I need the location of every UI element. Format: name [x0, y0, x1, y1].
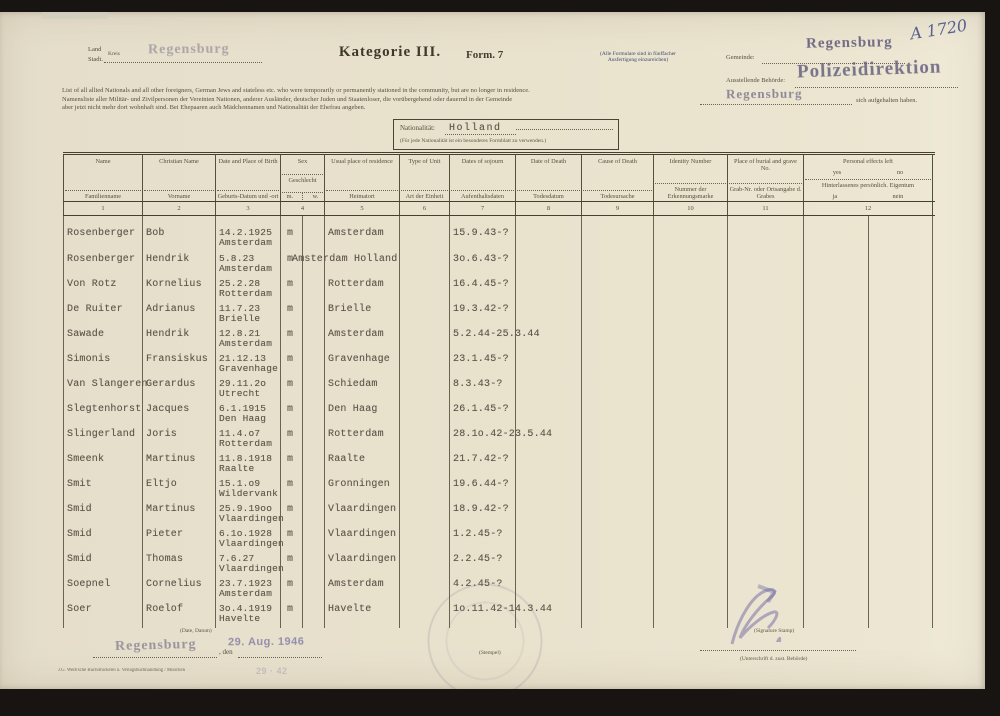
- behoerde-blank-line: [795, 86, 958, 88]
- cell-identity: [654, 503, 728, 528]
- cell-unit: [400, 503, 450, 528]
- cell-surname: Soepnel: [63, 578, 143, 603]
- cell-sojourn: 15.9.43-?: [450, 216, 516, 253]
- cell-effects-yes: [804, 303, 869, 328]
- cell-sex-w: [303, 503, 325, 528]
- cell-residence: Rotterdam: [325, 278, 400, 303]
- cell-residence: Amsterdam Holland: [325, 253, 400, 278]
- cell-burial: [728, 253, 804, 278]
- cell-death-date: [516, 303, 582, 328]
- cell-firstname: Joris: [143, 428, 216, 453]
- cell-sojourn: 1.2.45-?: [450, 528, 516, 553]
- cell-burial: [728, 328, 804, 353]
- cell-surname: Von Rotz: [63, 278, 143, 303]
- form-title: Kategorie III.: [338, 44, 442, 60]
- stempel-caption: (Stempel): [479, 650, 501, 656]
- place-stamp: Regensburg: [114, 636, 197, 655]
- cell-effects-yes: [804, 403, 869, 428]
- signature-scribble: [718, 578, 798, 656]
- cell-unit: [400, 216, 450, 253]
- copies-note: (Alle Formulare sind in fünffacher Ausfertigung einzureichen): [600, 51, 676, 63]
- cell-effects-no: [869, 478, 933, 503]
- cell-death-cause: [582, 553, 654, 578]
- cell-unit: [400, 253, 450, 278]
- effects-yes-label: yes: [832, 168, 842, 176]
- cell-sojourn: 8.3.43-?: [450, 378, 516, 403]
- cell-death-cause: [582, 428, 654, 453]
- cell-unit: [400, 478, 450, 503]
- cell-effects-no: [869, 503, 933, 528]
- cell-sojourn: 19.3.42-?: [450, 303, 516, 328]
- cell-burial: [728, 403, 804, 428]
- den-label: , den: [219, 648, 233, 656]
- cell-unit: [400, 278, 450, 303]
- cell-birth: 14.2.1925 Amsterdam: [216, 216, 281, 253]
- cell-sojourn: 5.2.44-25.3.44: [450, 328, 516, 353]
- cell-residence: Amsterdam: [325, 216, 400, 253]
- cell-death-cause: [582, 528, 654, 553]
- cell-death-date: [516, 353, 582, 378]
- cell-death-cause: [582, 353, 654, 378]
- cell-effects-no: [869, 603, 933, 628]
- cell-sex-m: m: [281, 428, 303, 453]
- cell-sex-w: [303, 428, 325, 453]
- cell-burial: [728, 303, 804, 328]
- cell-unit: [400, 353, 450, 378]
- table-row: [63, 353, 935, 378]
- cell-effects-yes: [804, 528, 869, 553]
- cell-effects-yes: [804, 553, 869, 578]
- cell-identity: [654, 478, 728, 503]
- cell-death-date: [516, 553, 582, 578]
- col-burial: Place of burial and grave No. Grab-Nr. oder Ortsangabe d. Grabes: [728, 155, 804, 201]
- cell-birth: 5.8.23 Amsterdam: [216, 253, 281, 278]
- cell-death-date: [516, 528, 582, 553]
- cell-burial: [728, 453, 804, 478]
- cell-firstname: Thomas: [143, 553, 216, 578]
- cell-identity: [654, 453, 728, 478]
- cell-residence: Raalte: [325, 453, 400, 478]
- cell-firstname: Hendrik: [143, 253, 216, 278]
- cell-sex-m: m: [281, 253, 303, 278]
- col-unit: Type of Unit Art der Einheit: [400, 155, 450, 201]
- form-number: Form. 7: [466, 49, 504, 61]
- cell-surname: Slingerland: [63, 428, 143, 453]
- table-row: [63, 403, 935, 428]
- cell-sojourn: 3o.6.43-?: [450, 253, 516, 278]
- cell-effects-no: [869, 278, 933, 303]
- scan-edge-artifact: [42, 12, 108, 19]
- cell-birth: 25.9.19oo Vlaardingen: [216, 503, 281, 528]
- cell-effects-yes: [804, 453, 869, 478]
- cell-sojourn: 18.9.42-?: [450, 503, 516, 528]
- cell-death-date: [516, 503, 582, 528]
- cell-sex-w: [303, 216, 325, 253]
- cell-surname: Van Slangeren: [63, 378, 143, 403]
- nationality-value: Holland: [445, 123, 516, 135]
- cell-effects-no: [869, 216, 933, 253]
- date-blank-line: [238, 656, 322, 658]
- col-sojourn: Dates of sojourn Aufenthaltsdaten: [450, 155, 516, 201]
- cell-birth: 6.1.1915 Den Haag: [216, 403, 281, 428]
- cell-effects-yes: [804, 478, 869, 503]
- cell-death-date: [516, 403, 582, 428]
- cell-identity: [654, 328, 728, 353]
- table-row: [63, 303, 935, 328]
- cell-birth: 21.12.13 Gravenhage: [216, 353, 281, 378]
- cell-effects-no: [869, 453, 933, 478]
- table-row: [63, 253, 935, 278]
- cell-firstname: Adrianus: [143, 303, 216, 328]
- gemeinde-label: Gemeinde:: [726, 54, 755, 61]
- table-row: [63, 378, 935, 403]
- cell-unit: [400, 578, 450, 603]
- intro-tail: sich aufgehalten haben.: [856, 97, 918, 104]
- cell-identity: [654, 303, 728, 328]
- cell-sex-m: m: [281, 403, 303, 428]
- cell-effects-yes: [804, 428, 869, 453]
- cell-effects-yes: [804, 278, 869, 303]
- cell-effects-no: [869, 303, 933, 328]
- table-row: [63, 478, 935, 503]
- cell-effects-no: [869, 528, 933, 553]
- cell-death-cause: [582, 216, 654, 253]
- cell-unit: [400, 328, 450, 353]
- cell-sojourn: 23.1.45-?: [450, 353, 516, 378]
- cell-sex-w: [303, 353, 325, 378]
- cell-identity: [654, 378, 728, 403]
- table-row: [63, 553, 935, 578]
- intro-line-de2: aber jetzt nicht mehr dort wohnhaft sind. Bei Ehepaaren auch Mädchennamen und Nationalität der Ehefrau angeben.: [62, 104, 366, 111]
- cell-sex-m: m: [281, 503, 303, 528]
- cell-birth: 15.1.o9 Wildervank: [216, 478, 281, 503]
- place-blank-line: [93, 656, 217, 658]
- cell-residence: Rotterdam: [325, 428, 400, 453]
- cell-surname: Slegtenhorst: [63, 403, 143, 428]
- nationality-note: (Für jede Nationalität ist ein besonderes Formblatt zu verwenden.): [400, 138, 547, 144]
- cell-residence: Vlaardingen: [325, 528, 400, 553]
- cell-surname: Smid: [63, 528, 143, 553]
- intro-blank-line: [700, 103, 852, 105]
- cell-sojourn: 4.2.45-?: [450, 578, 516, 603]
- signature-line: [700, 649, 856, 651]
- cell-birth: 25.2.28 Rotterdam: [216, 278, 281, 303]
- cell-sex-m: m: [281, 328, 303, 353]
- cell-surname: Smit: [63, 478, 143, 503]
- cell-firstname: Roelof: [143, 603, 216, 628]
- land-stamp: Regensburg: [147, 41, 230, 58]
- column-numbers: 1 2 3 4 5 6 7 8 9 10 11 12: [63, 202, 935, 216]
- cell-death-date: [516, 328, 582, 353]
- cell-birth: 12.8.21 Amsterdam: [216, 328, 281, 353]
- cell-sojourn: 16.4.45-?: [450, 278, 516, 303]
- col-name: Name Familienname: [63, 155, 143, 201]
- cell-residence: Vlaardingen: [325, 553, 400, 578]
- cell-sojourn: 1o.11.42-14.3.44: [450, 603, 516, 628]
- cell-sex-m: m: [281, 378, 303, 403]
- cell-residence: Gravenhage: [325, 353, 400, 378]
- cell-firstname: Cornelius: [143, 578, 216, 603]
- signature-caption-de: (Unterschrift d. zust. Behörde): [740, 656, 808, 662]
- cell-identity: [654, 403, 728, 428]
- behoerde-label: Ausstellende Behörde:: [726, 77, 786, 84]
- cell-sojourn: 28.1o.42-23.5.44: [450, 428, 516, 453]
- cell-burial: [728, 553, 804, 578]
- nationality-label: Nationalität:: [400, 124, 435, 132]
- cell-unit: [400, 428, 450, 453]
- cell-death-cause: [582, 453, 654, 478]
- cell-surname: De Ruiter: [63, 303, 143, 328]
- cell-burial: [728, 428, 804, 453]
- cell-residence: Brielle: [325, 303, 400, 328]
- cell-unit: [400, 528, 450, 553]
- cell-residence: Vlaardingen: [325, 503, 400, 528]
- kreis-label: Kreis: [108, 51, 120, 57]
- cell-effects-no: [869, 578, 933, 603]
- printer-note: J.G. Weiß'sche Buchdruckerei u. Verlagsbuchhandlung / München: [58, 668, 185, 673]
- cell-death-cause: [582, 253, 654, 278]
- cell-effects-no: [869, 403, 933, 428]
- table-header: [63, 152, 935, 202]
- cell-birth: 6.1o.1928 Vlaardingen: [216, 528, 281, 553]
- cell-surname: Smid: [63, 553, 143, 578]
- cell-sex-m: m: [281, 353, 303, 378]
- date-stamp: 29. Aug. 1946: [227, 635, 305, 649]
- cell-effects-no: [869, 328, 933, 353]
- cell-sex-m: m: [281, 578, 303, 603]
- cell-firstname: Kornelius: [143, 278, 216, 303]
- cell-burial: [728, 353, 804, 378]
- cell-birth: 11.8.1918 Raalte: [216, 453, 281, 478]
- land-label: Land: [88, 46, 102, 53]
- cell-death-cause: [582, 603, 654, 628]
- cell-surname: Smeenk: [63, 453, 143, 478]
- cell-birth: 23.7.1923 Amsterdam: [216, 578, 281, 603]
- cell-death-date: [516, 428, 582, 453]
- cell-surname: Simonis: [63, 353, 143, 378]
- cell-birth: 29.11.2o Utrecht: [216, 378, 281, 403]
- cell-death-date: [516, 378, 582, 403]
- intro-gemeinde-stamp: Regensburg: [725, 85, 803, 102]
- effects-ja-label: ja: [832, 192, 838, 200]
- sex-w-label: w.: [312, 193, 319, 200]
- cell-firstname: Fransiskus: [143, 353, 216, 378]
- cell-sex-w: [303, 453, 325, 478]
- cell-identity: [654, 528, 728, 553]
- table-row: [63, 328, 935, 353]
- cell-death-date: [516, 578, 582, 603]
- cell-birth: 11.4.o7 Rotterdam: [216, 428, 281, 453]
- table-row: [63, 428, 935, 453]
- cell-burial: [728, 478, 804, 503]
- col-sex: Sex Geschlecht m. w.: [281, 155, 325, 201]
- effects-nein-label: nein: [892, 192, 904, 200]
- table-row: [63, 216, 935, 253]
- cell-identity: [654, 278, 728, 303]
- cell-sex-m: m: [281, 478, 303, 503]
- cell-sex-m: m: [281, 303, 303, 328]
- cell-identity: [654, 603, 728, 628]
- col-death-cause: Cause of Death Todesursache: [582, 155, 654, 201]
- col-death-date: Date of Death Todesdatum: [516, 155, 582, 201]
- cell-sex-m: m: [281, 216, 303, 253]
- cell-effects-yes: [804, 603, 869, 628]
- cell-effects-yes: [804, 216, 869, 253]
- cell-effects-yes: [804, 578, 869, 603]
- form-page: [0, 12, 985, 689]
- col-birth: Date and Place of Birth Geburts-Datum und -ort: [216, 155, 281, 201]
- round-seal-inner: [446, 602, 524, 680]
- cell-sex-w: [303, 578, 325, 603]
- sex-m-label: m.: [286, 193, 294, 200]
- col-effects: Personal effects left yes no Hinterlassenes persönlich. Eigentum ja nein: [804, 155, 933, 201]
- cell-firstname: Pieter: [143, 528, 216, 553]
- cell-sex-w: [303, 378, 325, 403]
- cell-residence: Gronningen: [325, 478, 400, 503]
- cell-sex-m: m: [281, 528, 303, 553]
- cell-residence: Havelte: [325, 603, 400, 628]
- cell-birth: 3o.4.1919 Havelte: [216, 603, 281, 628]
- cell-sex-w: [303, 603, 325, 628]
- handwritten-reference: A 1720: [908, 15, 969, 44]
- table-row: [63, 528, 935, 553]
- cell-death-date: [516, 453, 582, 478]
- cell-unit: [400, 378, 450, 403]
- register-table: [63, 152, 935, 628]
- cell-death-cause: [582, 503, 654, 528]
- cell-firstname: Martinus: [143, 453, 216, 478]
- gemeinde-stamp: Regensburg: [805, 34, 893, 52]
- cell-effects-yes: [804, 378, 869, 403]
- cell-residence: Schiedam: [325, 378, 400, 403]
- cell-firstname: Bob: [143, 216, 216, 253]
- cell-effects-yes: [804, 503, 869, 528]
- cell-sex-w: [303, 278, 325, 303]
- cell-identity: [654, 353, 728, 378]
- cell-birth: 7.6.27 Vlaardingen: [216, 553, 281, 578]
- cell-surname: Sawade: [63, 328, 143, 353]
- cell-surname: Rosenberger: [63, 253, 143, 278]
- col-christian-name: Christian Name Vorname: [143, 155, 216, 201]
- behoerde-stamp: Polizeidirektion: [796, 56, 942, 83]
- place-date-caption: (Date, Datum): [180, 628, 212, 634]
- cell-sex-m: m: [281, 553, 303, 578]
- cell-sex-m: m: [281, 278, 303, 303]
- cell-sojourn: 19.6.44-?: [450, 478, 516, 503]
- cell-effects-no: [869, 428, 933, 453]
- cell-residence: Amsterdam: [325, 578, 400, 603]
- cell-identity: [654, 578, 728, 603]
- stadt-label: Stadt.: [88, 56, 103, 63]
- cell-effects-no: [869, 353, 933, 378]
- cell-residence: Den Haag: [325, 403, 400, 428]
- col-identity: Identity Number Nummer der Erkennungsmarke: [654, 155, 728, 201]
- cell-firstname: Hendrik: [143, 328, 216, 353]
- cell-death-cause: [582, 303, 654, 328]
- cell-identity: [654, 253, 728, 278]
- cell-burial: [728, 378, 804, 403]
- cell-sojourn: 26.1.45-?: [450, 403, 516, 428]
- cell-death-cause: [582, 378, 654, 403]
- table-row: [63, 278, 935, 303]
- cell-unit: [400, 553, 450, 578]
- cell-death-date: [516, 253, 582, 278]
- cell-effects-yes: [804, 328, 869, 353]
- cell-firstname: Eltjo: [143, 478, 216, 503]
- cell-unit: [400, 303, 450, 328]
- cell-surname: Smid: [63, 503, 143, 528]
- effects-no-label: no: [896, 168, 904, 176]
- cell-effects-no: [869, 553, 933, 578]
- cell-sex-m: m: [281, 603, 303, 628]
- nationality-box: [393, 119, 619, 150]
- cell-death-cause: [582, 328, 654, 353]
- table-row: [63, 453, 935, 478]
- cell-burial: [728, 216, 804, 253]
- cell-identity: [654, 428, 728, 453]
- cell-sex-w: [303, 303, 325, 328]
- cell-firstname: Jacques: [143, 403, 216, 428]
- cell-unit: [400, 453, 450, 478]
- table-row: [63, 503, 935, 528]
- cell-burial: [728, 528, 804, 553]
- cell-death-date: [516, 478, 582, 503]
- cell-burial: [728, 503, 804, 528]
- cell-sex-m: m: [281, 453, 303, 478]
- col-residence: Usual place of residence Heimatort: [325, 155, 400, 201]
- cell-firstname: Gerardus: [143, 378, 216, 403]
- cell-death-date: [516, 216, 582, 253]
- cell-firstname: Martinus: [143, 503, 216, 528]
- intro-line-de1: Namensliste aller Militär- und Zivilpersonen der Vereinten Nationen, anderer Ausländer, deutscher Juden und Staatenloser, die vorübergehend oder dauernd in der Gemeinde: [62, 96, 513, 103]
- cell-sex-w: [303, 478, 325, 503]
- cell-surname: Rosenberger: [63, 216, 143, 253]
- cell-death-date: [516, 278, 582, 303]
- cell-effects-no: [869, 378, 933, 403]
- cell-sex-w: [303, 528, 325, 553]
- cell-sex-w: [303, 553, 325, 578]
- cell-death-cause: [582, 578, 654, 603]
- cell-sex-w: [303, 403, 325, 428]
- cell-death-cause: [582, 403, 654, 428]
- cell-effects-yes: [804, 353, 869, 378]
- signature-caption-en: (Signature Stamp): [754, 628, 795, 634]
- cell-effects-no: [869, 253, 933, 278]
- cell-identity: [654, 216, 728, 253]
- cell-death-cause: [582, 478, 654, 503]
- intro-line-en: List of all allied Nationals and all other foreigners, German Jews and stateless etc. who were temporarily or permanently stationed in the community, but are no longer in residence.: [62, 87, 530, 94]
- faint-stamp-mark: 29 · 42: [256, 666, 288, 676]
- cell-identity: [654, 553, 728, 578]
- cell-residence: Amsterdam: [325, 328, 400, 353]
- cell-burial: [728, 278, 804, 303]
- land-blank-line: [104, 61, 262, 63]
- cell-sex-w: [303, 328, 325, 353]
- cell-unit: [400, 403, 450, 428]
- cell-surname: Soer: [63, 603, 143, 628]
- cell-birth: 11.7.23 Brielle: [216, 303, 281, 328]
- cell-sojourn: 2.2.45-?: [450, 553, 516, 578]
- cell-sojourn: 21.7.42-?: [450, 453, 516, 478]
- cell-effects-yes: [804, 253, 869, 278]
- cell-death-cause: [582, 278, 654, 303]
- table-body: [63, 216, 935, 628]
